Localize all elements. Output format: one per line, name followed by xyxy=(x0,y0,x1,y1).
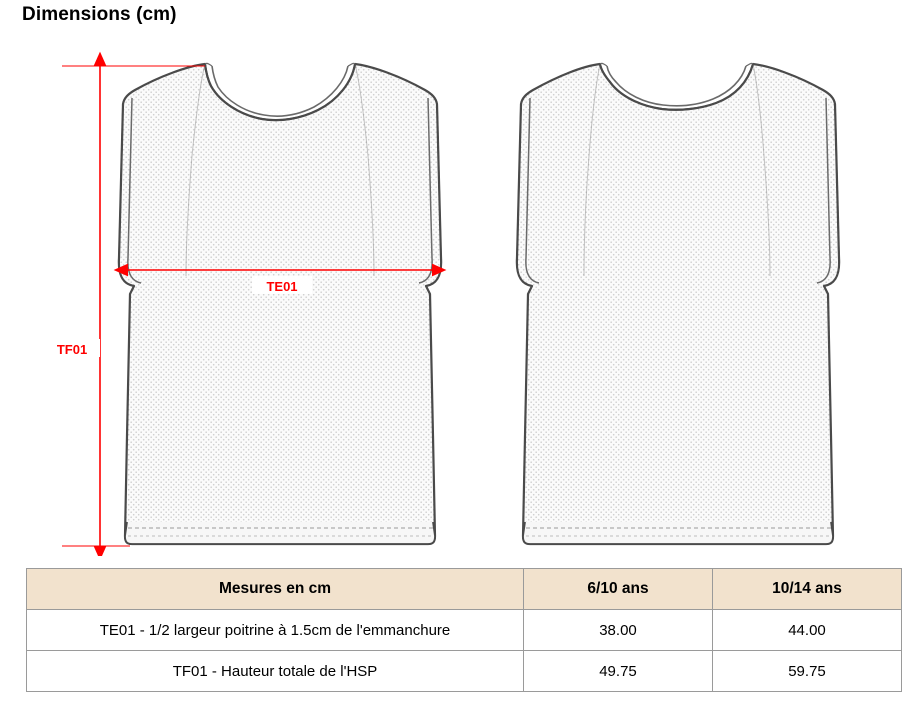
garment-diagram xyxy=(0,36,902,556)
width-dimension-label: TE01 xyxy=(266,279,298,294)
tank-top-front-view xyxy=(119,63,441,544)
row-label-te01: TE01 - 1/2 largeur poitrine à 1.5cm de l'emmanchure xyxy=(27,610,524,651)
row-te01-value-size-1: 38.00 xyxy=(524,610,713,651)
table-header-size-1: 6/10 ans xyxy=(524,569,713,610)
table-row xyxy=(27,610,902,651)
table-row xyxy=(27,651,902,692)
table-header-row xyxy=(27,569,902,610)
row-tf01-value-size-2: 59.75 xyxy=(713,651,902,692)
row-tf01-value-size-1: 49.75 xyxy=(524,651,713,692)
measurements-table xyxy=(26,568,902,692)
row-te01-value-size-2: 44.00 xyxy=(713,610,902,651)
row-label-tf01: TF01 - Hauteur totale de l'HSP xyxy=(27,651,524,692)
height-dimension-label: TF01 xyxy=(56,342,88,357)
table-header-size-2: 10/14 ans xyxy=(713,569,902,610)
page-title: Dimensions (cm) xyxy=(22,4,177,25)
tank-top-back-view xyxy=(517,63,839,544)
table-header-measures: Mesures en cm xyxy=(27,569,524,610)
